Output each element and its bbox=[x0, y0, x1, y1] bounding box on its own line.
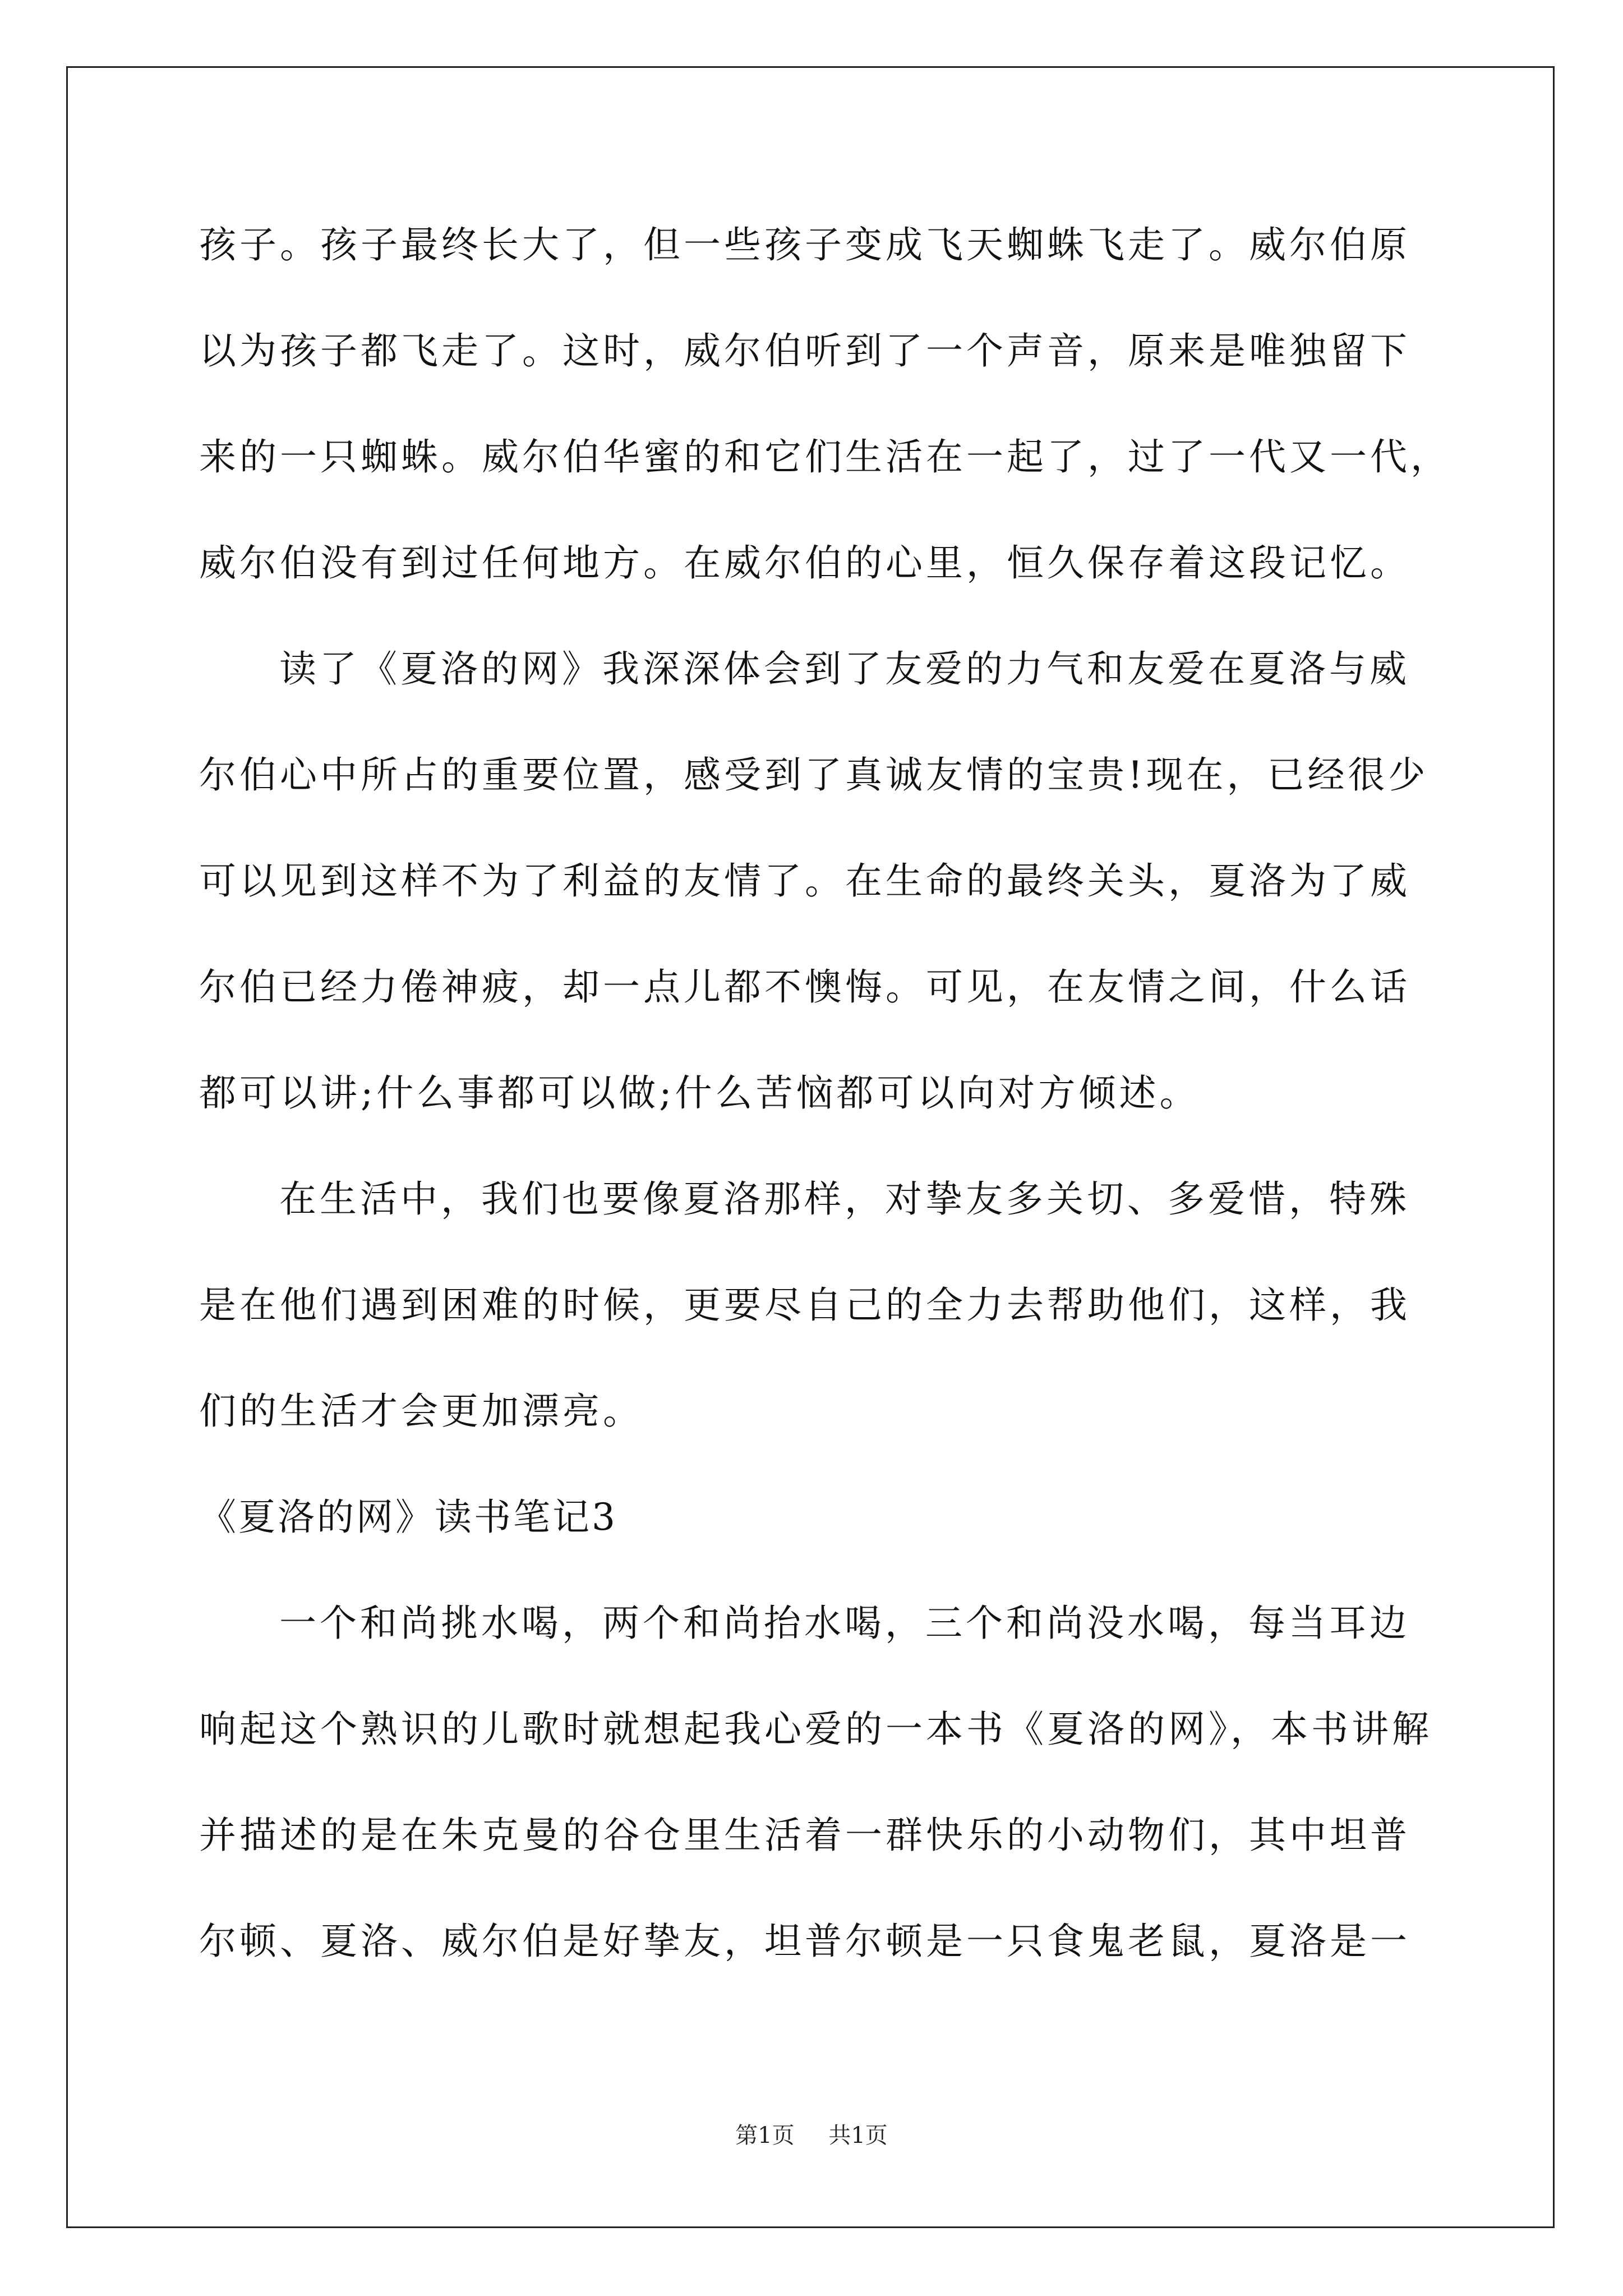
paragraph-4-line-2: 响起这个熟识的儿歌时就想起我心爱的一本书《夏洛的网》，本书讲解 bbox=[199, 1708, 1432, 1751]
paragraph-2-line-3: 可以见到这样不为了利益的友情了。在生命的最终关头，夏洛为了威 bbox=[199, 859, 1410, 903]
paragraph-3-line-2: 是在他们遇到困难的时候，更要尽自己的全力去帮助他们，这样，我 bbox=[199, 1283, 1410, 1327]
page-number: 第1页 bbox=[735, 2123, 795, 2148]
paragraph-2-line-5: 都可以讲;什么事都可以做;什么苦恼都可以向对方倾述。 bbox=[199, 1071, 1200, 1115]
page-footer bbox=[0, 2122, 1623, 2149]
paragraph-3-line-1: 在生活中，我们也要像夏洛那样，对挚友多关切、多爱惜，特殊 bbox=[279, 1177, 1410, 1221]
page-border bbox=[66, 66, 1555, 2228]
paragraph-1-line-3: 来的一只蜘蛛。威尔伯华蜜的和它们生活在一起了，过了一代又一代， bbox=[199, 435, 1451, 478]
paragraph-4-line-1: 一个和尚挑水喝，两个和尚抬水喝，三个和尚没水喝，每当耳边 bbox=[279, 1602, 1410, 1645]
paragraph-1-line-2: 以为孩子都飞走了。这时，威尔伯听到了一个声音，原来是唯独留下 bbox=[199, 329, 1410, 372]
paragraph-4-line-4: 尔顿、夏洛、威尔伯是好挚友，坦普尔顿是一只食鬼老鼠，夏洛是一 bbox=[199, 1920, 1410, 1963]
paragraph-4-line-3: 并描述的是在朱克曼的谷仓里生活着一群快乐的小动物们，其中坦普 bbox=[199, 1814, 1410, 1857]
paragraph-3-line-3: 们的生活才会更加漂亮。 bbox=[199, 1389, 643, 1433]
paragraph-1-line-1: 孩子。孩子最终长大了，但一些孩子变成飞天蜘蛛飞走了。威尔伯原 bbox=[199, 223, 1410, 266]
paragraph-2-line-4: 尔伯已经力倦神疲，却一点儿都不懊悔。可见，在友情之间，什么话 bbox=[199, 965, 1410, 1009]
paragraph-2-line-2: 尔伯心中所占的重要位置，感受到了真诚友情的宝贵!现在，已经很少 bbox=[199, 753, 1429, 797]
paragraph-2-line-1: 读了《夏洛的网》我深深体会到了友爱的力气和友爱在夏洛与威 bbox=[279, 647, 1410, 691]
paragraph-1-line-4: 威尔伯没有到过任何地方。在威尔伯的心里，恒久保存着这段记忆。 bbox=[199, 541, 1410, 585]
page-total: 共1页 bbox=[828, 2123, 888, 2148]
section-heading: 《夏洛的网》读书笔记3 bbox=[199, 1496, 617, 1539]
